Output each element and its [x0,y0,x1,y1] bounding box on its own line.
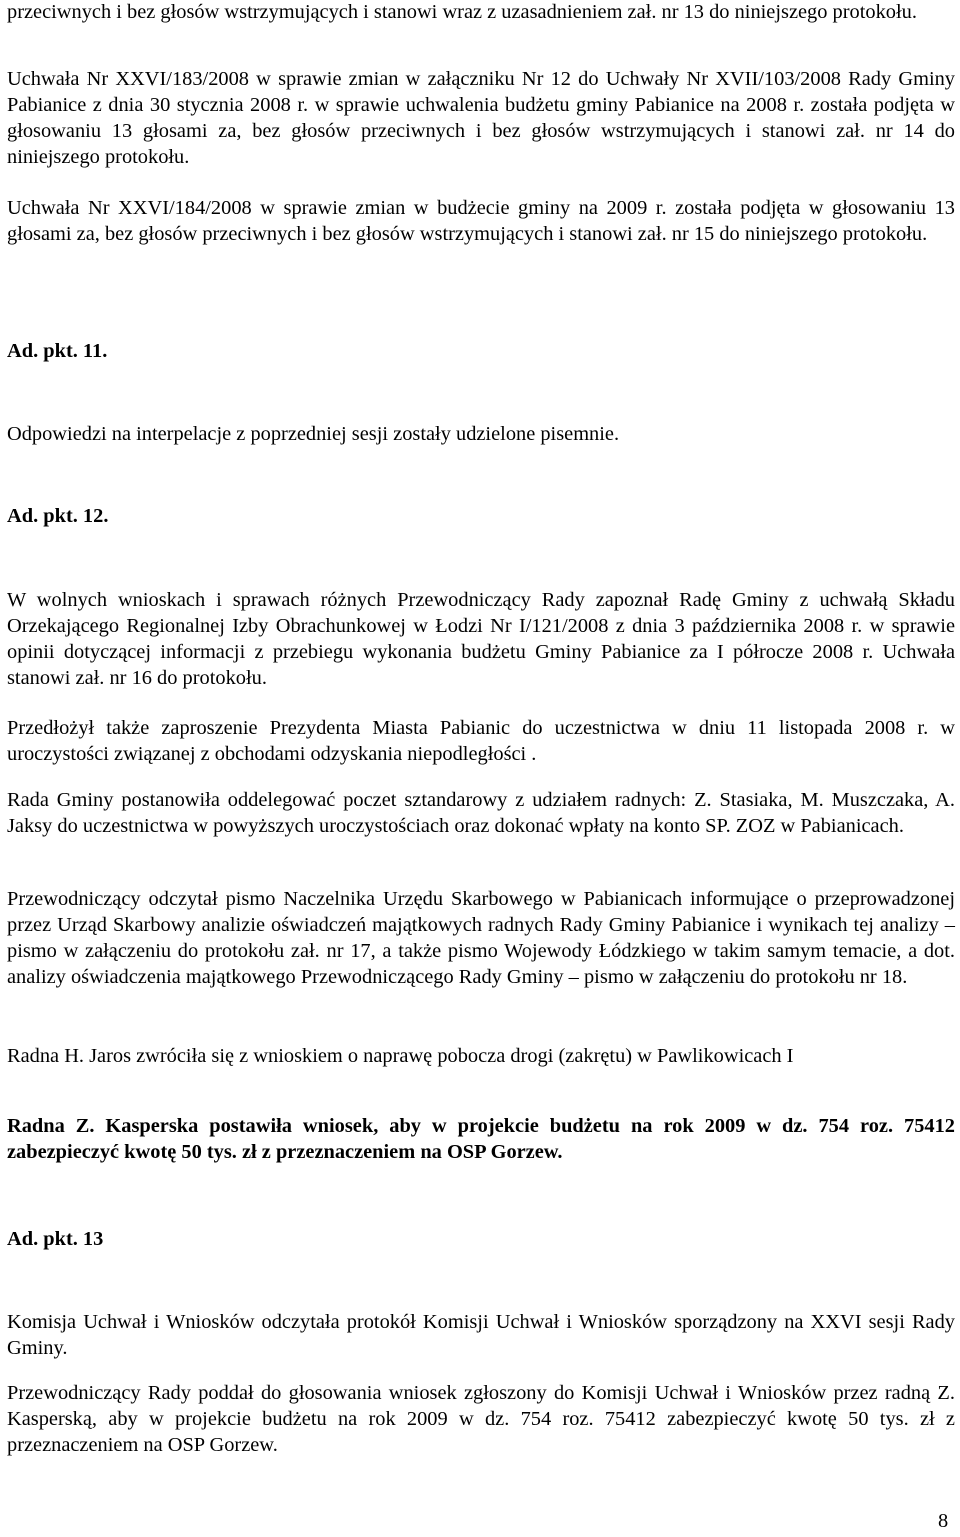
paragraph-motions-committee: Komisja Uchwał i Wniosków odczytała protokół Komisji Uchwał i Wniosków sporządzony na XXVI sesji Rady Gminy. [7,1311,955,1359]
paragraph-free-motions: W wolnych wnioskach i sprawach różnych Przewodniczący Rady zapoznał Radę Gminy z uchwałą Składu Orzekającego Regionalnej Izby Obrachunkowej w Łodzi Nr I/121/2008 z dnia 3 października 2008 r. w sprawie opinii dotyczącej informacji z przebiegu wykonania budżetu Gminy Pabianice za I półrocze 2008 r. Uchwała stanowi zał. nr 16 do protokołu. [7,589,955,689]
paragraph-resolution-13: przeciwnych i bez głosów wstrzymujących i stanowi wraz z uzasadnieniem zał. nr 13 do niniejszego protokołu. [7,1,917,23]
paragraph-standard-bearers: Rada Gminy postanowiła oddelegować poczet sztandarowy z udziałem radnych: Z. Stasiaka, M. Muszczaka, A. Jaksy do uczestnictwa w powyższych uroczystościach oraz dokonać wpłaty na konto SP. ZOZ w Pabianicach. [7,789,955,837]
paragraph-resolution-183: Uchwała Nr XXVI/183/2008 w sprawie zmian w załączniku Nr 12 do Uchwały Nr XVII/103/2008 Rady Gminy Pabianice z dnia 30 stycznia 2008 r. w sprawie uchwalenia budżetu gminy Pabianice na 2008 r. została podjęta w głosowaniu 13 głosami za, bez głosów przeciwnych i bez głosów wstrzymujących i stanowi zał. nr 14 do niniejszego protokołu. [7,68,955,168]
paragraph-interpellations: Odpowiedzi na interpelacje z poprzedniej sesji zostały udzielone pisemnie. [7,423,620,445]
heading-item-12: Ad. pkt. 12. [7,505,109,527]
paragraph-councillor-kasperska: Radna Z. Kasperska postawiła wniosek, aby w projekcie budżetu na rok 2009 w dz. 754 roz. 75412 zabezpieczyć kwotę 50 tys. zł z przeznaczeniem na OSP Gorzew. [7,1115,955,1163]
heading-item-13: Ad. pkt. 13 [7,1228,104,1250]
paragraph-councillor-jaros: Radna H. Jaros zwróciła się z wnioskiem o naprawę pobocza drogi (zakrętu) w Pawlikowicach I [7,1045,794,1067]
heading-item-11: Ad. pkt. 11. [7,340,108,362]
paragraph-tax-office-letter: Przewodniczący odczytał pismo Naczelnika Urzędu Skarbowego w Pabianicach informujące o przeprowadzonej przez Urząd Skarbowy analizie oświadczeń majątkowych radnych Rady Gminy Pabianice i wynikach tej analizy – pismo w załączeniu do protokołu zał. nr 17, a także pismo Wojewody Łódzkiego w takim samym temacie, a dot. analizy oświadczenia majątkowego Przewodniczącego Rady Gminy – pismo w załączeniu do protokołu nr 18. [7,888,955,988]
paragraph-invitation: Przedłożył także zaproszenie Prezydenta Miasta Pabianic do uczestnictwa w dniu 11 listopada 2008 r. w uroczystości związanej z obchodami odzyskania niepodległości . [7,717,955,765]
paragraph-resolution-184: Uchwała Nr XXVI/184/2008 w sprawie zmian w budżecie gminy na 2009 r. została podjęta w głosowaniu 13 głosami za, bez głosów przeciwnych i bez głosów wstrzymujących i stanowi zał. nr 15 do niniejszego protokołu. [7,197,955,245]
paragraph-chairman-vote: Przewodniczący Rady poddał do głosowania wniosek zgłoszony do Komisji Uchwał i Wniosków przez radną Z. Kasperską, aby w projekcie budżetu na rok 2009 w dz. 754 roz. 75412 zabezpieczyć kwotę 50 tys. zł z przeznaczeniem na OSP Gorzew. [7,1382,955,1456]
page-number: 8 [938,1510,949,1532]
